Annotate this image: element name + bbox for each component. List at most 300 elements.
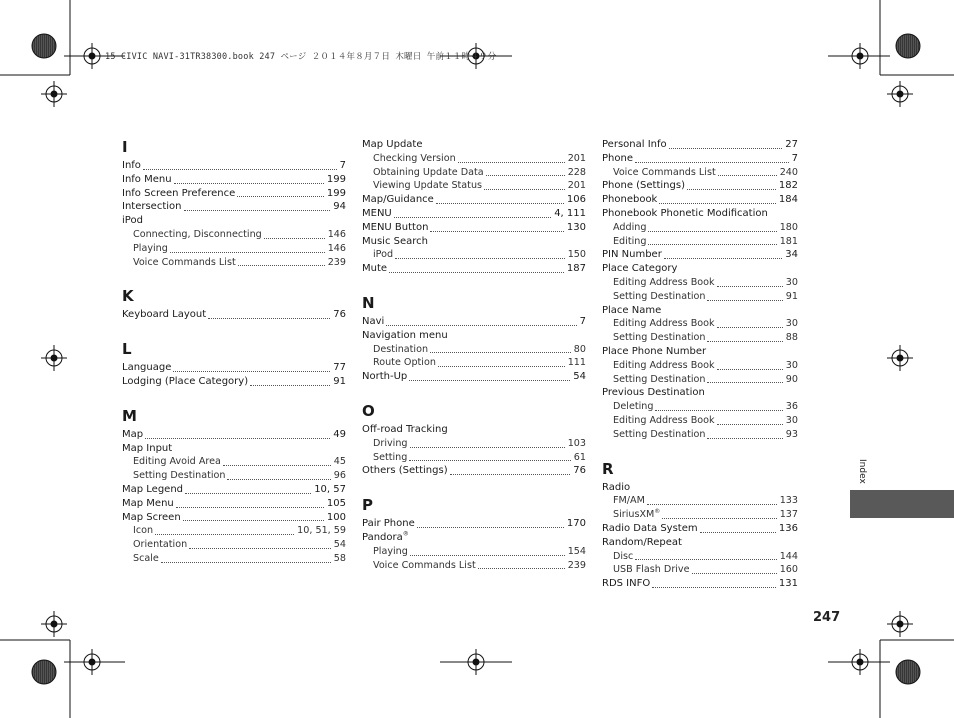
page-reference[interactable]: 239 — [327, 256, 346, 268]
page-reference[interactable]: 160 — [779, 564, 798, 576]
page-reference[interactable]: 201 — [567, 152, 586, 164]
entry-term — [373, 545, 408, 559]
page-reference[interactable]: 131 — [778, 578, 798, 590]
entry-term — [373, 166, 484, 180]
page-reference[interactable]: 154 — [567, 545, 586, 557]
page-reference[interactable]: 88 — [785, 332, 798, 344]
dot-leader — [707, 382, 782, 383]
entry-term-text: Place Category — [602, 263, 678, 275]
index-entry[interactable] — [602, 152, 798, 166]
page-reference[interactable]: 7 — [339, 160, 346, 171]
page-reference[interactable]: 103 — [567, 437, 586, 449]
entry-term-text: Navigation menu — [362, 329, 448, 341]
dot-leader — [250, 385, 330, 386]
entry-term-text: Setting Destination — [613, 428, 706, 440]
index-subentry[interactable] — [362, 437, 586, 451]
dot-leader — [173, 371, 330, 372]
index-subentry[interactable] — [362, 545, 586, 559]
entry-term-text: Map Input — [122, 442, 173, 454]
entry-term-text: Mute — [362, 263, 388, 275]
page-reference[interactable]: 10, 57 — [314, 483, 346, 495]
entry-term-text: Editing Avoid Area — [133, 456, 221, 468]
dot-leader — [718, 175, 777, 176]
section-letter: I — [122, 138, 128, 156]
index-subentry[interactable] — [602, 414, 798, 428]
dot-leader — [478, 568, 565, 569]
dot-leader — [185, 493, 311, 494]
dot-leader — [170, 252, 325, 253]
entry-term — [362, 236, 428, 247]
index-entry[interactable] — [122, 375, 346, 389]
index-entry — [362, 329, 586, 343]
index-subentry[interactable] — [362, 248, 586, 262]
entry-term-text: Info Menu — [122, 173, 172, 185]
dot-leader — [687, 189, 776, 190]
page-reference[interactable]: 199 — [326, 187, 346, 199]
entry-term-text: Map Screen — [122, 511, 181, 523]
entry-term — [613, 276, 715, 290]
entry-term — [133, 256, 236, 270]
page-reference[interactable]: 136 — [778, 522, 798, 534]
page-reference[interactable]: 30 — [785, 359, 798, 371]
entry-term-text: Map — [122, 428, 144, 440]
index-subentry[interactable] — [602, 290, 798, 304]
entry-term-text: Playing — [133, 242, 168, 254]
index-entry — [602, 386, 798, 400]
dot-leader — [264, 238, 325, 239]
entry-term — [133, 469, 225, 483]
page-reference[interactable]: 36 — [785, 401, 798, 413]
entry-term — [122, 511, 181, 525]
entry-term — [602, 208, 768, 219]
index-subentry[interactable] — [362, 451, 586, 465]
entry-term-text: RDS INFO — [602, 578, 651, 590]
page-reference[interactable]: 228 — [567, 166, 586, 178]
dot-leader — [486, 175, 565, 176]
index-subentry[interactable] — [122, 455, 346, 469]
dot-leader — [707, 300, 782, 301]
dot-leader — [436, 203, 564, 204]
index-entry[interactable] — [362, 262, 586, 276]
index-entry[interactable] — [362, 315, 586, 329]
dot-leader — [227, 479, 330, 480]
entry-term — [133, 538, 187, 552]
index-entry — [362, 423, 586, 437]
entry-term — [362, 370, 407, 384]
page-number: 247 — [813, 610, 841, 625]
section-letter: L — [122, 340, 132, 359]
page-reference[interactable]: 144 — [779, 550, 798, 562]
index-subentry[interactable] — [362, 152, 586, 166]
dot-leader — [692, 573, 777, 574]
index-subentry[interactable] — [362, 559, 586, 573]
entry-term-text: Previous Destination — [602, 387, 705, 399]
dot-leader — [238, 265, 325, 266]
page-reference[interactable]: 34 — [785, 249, 798, 261]
index-subentry[interactable] — [602, 400, 798, 414]
entry-term — [122, 173, 172, 187]
dot-leader — [438, 366, 565, 367]
entry-term — [602, 179, 685, 193]
page-reference[interactable]: 180 — [779, 221, 798, 233]
page-reference[interactable]: 181 — [779, 235, 798, 247]
index-subentry[interactable] — [122, 242, 346, 256]
page-reference[interactable]: 4, 111 — [554, 207, 586, 219]
index-entry — [602, 345, 798, 359]
entry-term-text: Disc — [613, 550, 634, 562]
index-entry[interactable] — [602, 522, 798, 536]
entry-term — [613, 508, 660, 522]
entry-term — [362, 532, 409, 543]
dot-leader — [484, 189, 565, 190]
index-entry — [602, 304, 798, 318]
entry-term — [602, 577, 650, 591]
entry-term — [373, 451, 407, 465]
dot-leader — [717, 424, 783, 425]
entry-term — [613, 221, 646, 235]
dot-leader — [669, 148, 783, 149]
entry-term-text: Phone (Settings) — [602, 180, 685, 192]
entry-term-text: Playing — [373, 545, 408, 557]
index-entry[interactable] — [122, 497, 346, 511]
index-subentry[interactable] — [602, 235, 798, 249]
index-entry[interactable] — [362, 221, 586, 235]
entry-term-text: Info Screen Preference — [122, 187, 236, 199]
entry-term-text: Map Menu — [122, 497, 174, 509]
index-entry — [362, 138, 586, 152]
entry-term-text: North-Up — [362, 371, 408, 383]
index-entry[interactable] — [362, 517, 586, 531]
page-reference[interactable]: 201 — [567, 180, 586, 192]
index-entry[interactable] — [362, 207, 586, 221]
index-entry[interactable] — [602, 179, 798, 193]
entry-term — [602, 522, 698, 536]
entry-term — [122, 497, 174, 511]
page-reference[interactable]: 146 — [327, 242, 346, 254]
page-reference[interactable]: 94 — [333, 201, 346, 213]
page-reference[interactable]: 54 — [573, 371, 586, 383]
entry-term — [613, 235, 646, 249]
entry-term-text: Off-road Tracking — [362, 423, 448, 435]
dot-leader — [409, 380, 570, 381]
page-reference[interactable]: 105 — [326, 497, 346, 509]
page-reference[interactable]: 54 — [333, 539, 346, 551]
entry-term — [122, 375, 248, 389]
entry-term — [362, 464, 448, 478]
entry-term — [602, 387, 705, 398]
page-reference[interactable]: 239 — [567, 559, 586, 571]
page-reference[interactable]: 77 — [333, 362, 346, 374]
page-reference[interactable]: 30 — [785, 318, 798, 330]
index-entry[interactable] — [122, 159, 346, 173]
index-subentry[interactable] — [602, 550, 798, 564]
entry-term-text: Editing Address Book — [613, 359, 715, 371]
dot-leader — [659, 203, 776, 204]
index-entry — [602, 262, 798, 276]
index-entry — [602, 536, 798, 550]
page-reference[interactable]: 58 — [333, 552, 346, 564]
dot-leader — [662, 518, 776, 519]
page-reference[interactable]: 184 — [778, 194, 798, 206]
entry-term-text: Orientation — [133, 539, 188, 551]
entry-term-text: Lodging (Place Category) — [122, 375, 249, 387]
page-reference[interactable]: 10, 51, 59 — [297, 525, 346, 537]
entry-term-text: Editing Address Book — [613, 276, 715, 288]
page-reference[interactable]: 49 — [333, 428, 346, 440]
entry-term-text: Map/Guidance — [362, 194, 434, 206]
page-reference[interactable]: 80 — [573, 343, 586, 355]
dot-leader — [717, 369, 783, 370]
dot-leader — [161, 562, 331, 563]
entry-term-text: Setting Destination — [613, 290, 706, 302]
entry-term-text: Editing Address Book — [613, 318, 715, 330]
entry-term — [122, 428, 143, 442]
entry-term — [122, 200, 182, 214]
entry-term — [613, 317, 715, 331]
entry-term-text: Music Search — [362, 235, 428, 247]
index-entry[interactable] — [122, 361, 346, 375]
index-subentry[interactable] — [122, 256, 346, 270]
dot-leader — [155, 534, 294, 535]
page-reference[interactable]: 133 — [779, 495, 798, 507]
index-subentry[interactable] — [602, 373, 798, 387]
dot-leader — [648, 231, 776, 232]
dot-leader — [417, 527, 564, 528]
index-entry — [122, 214, 346, 228]
dot-leader — [409, 460, 570, 461]
index-entry[interactable] — [362, 193, 586, 207]
page-reference[interactable]: 30 — [785, 276, 798, 288]
dot-leader — [717, 327, 783, 328]
index-subentry[interactable] — [362, 343, 586, 357]
page-reference[interactable]: 96 — [333, 470, 346, 482]
entry-term-text: Icon — [133, 525, 154, 537]
section-letter: P — [362, 496, 373, 515]
dot-leader — [450, 474, 571, 475]
index-entry[interactable] — [122, 173, 346, 187]
dot-leader — [655, 410, 782, 411]
index-subentry[interactable] — [602, 428, 798, 442]
dot-leader — [410, 447, 565, 448]
entry-term-text: Scale — [133, 552, 159, 564]
entry-term-text: Phone — [602, 152, 633, 164]
page-reference[interactable]: 199 — [326, 173, 346, 185]
index-entry — [362, 235, 586, 249]
entry-term — [613, 550, 633, 564]
entry-term — [613, 414, 715, 428]
index-side-tab[interactable] — [850, 490, 954, 518]
index-entry[interactable] — [122, 511, 346, 525]
entry-term-text: Language — [122, 362, 172, 374]
dot-leader — [430, 231, 563, 232]
index-subentry[interactable] — [122, 538, 346, 552]
index-subentry[interactable] — [122, 552, 346, 566]
dot-leader — [223, 465, 331, 466]
print-header: 15 CIVIC NAVI-31TR38300.book 247 ページ ２０１４年８月７日 木曜日 午前１１時４９分 — [105, 52, 497, 62]
index-subentry[interactable] — [122, 228, 346, 242]
page-reference[interactable]: 7 — [791, 152, 798, 164]
page-reference[interactable]: 30 — [785, 414, 798, 426]
entry-term-text: SiriusXM — [613, 509, 655, 521]
entry-term — [362, 221, 428, 235]
entry-term — [602, 193, 657, 207]
registered-mark: ® — [654, 507, 661, 515]
page-reference[interactable]: 182 — [778, 180, 798, 192]
entry-term — [613, 290, 705, 304]
entry-term — [362, 517, 415, 531]
index-entry[interactable] — [602, 193, 798, 207]
dot-leader — [635, 559, 776, 560]
entry-term-text: Place Phone Number — [602, 345, 707, 357]
page-reference[interactable]: 130 — [566, 221, 586, 233]
page-reference[interactable]: 93 — [785, 428, 798, 440]
entry-term-text: Obtaining Update Data — [373, 166, 484, 178]
index-entry[interactable] — [122, 428, 346, 442]
entry-term-text: Setting — [373, 451, 408, 463]
page-reference[interactable]: 187 — [566, 263, 586, 275]
entry-term — [362, 139, 423, 150]
index-subentry[interactable] — [362, 356, 586, 370]
entry-term — [373, 559, 476, 573]
entry-term-text: Connecting, Disconnecting — [133, 228, 262, 240]
entry-term — [613, 373, 705, 387]
index-subentry[interactable] — [602, 563, 798, 577]
page-reference[interactable]: 61 — [573, 451, 586, 463]
dot-leader — [458, 162, 565, 163]
page-reference[interactable]: 170 — [566, 518, 586, 530]
index-subentry[interactable] — [602, 508, 798, 522]
registered-mark: ® — [402, 530, 409, 538]
dot-leader — [237, 196, 324, 197]
entry-term-text: FM/AM — [613, 495, 645, 507]
entry-term — [613, 166, 716, 180]
side-tab-label: Index — [857, 459, 867, 484]
entry-term-text: Viewing Update Status — [373, 180, 483, 192]
entry-term-text: Adding — [613, 221, 647, 233]
entry-term — [362, 262, 387, 276]
dot-leader — [707, 438, 782, 439]
index-subentry[interactable] — [122, 524, 346, 538]
page-reference[interactable]: 240 — [779, 166, 798, 178]
entry-term-text: Phonebook Phonetic Modification — [602, 207, 768, 219]
dot-leader — [410, 555, 565, 556]
index-entry[interactable] — [122, 187, 346, 201]
index-subentry[interactable] — [602, 276, 798, 290]
page-reference[interactable]: 100 — [326, 511, 346, 523]
index-entry[interactable] — [122, 200, 346, 214]
dot-leader — [189, 548, 331, 549]
section-letter: K — [122, 287, 134, 306]
index-subentry[interactable] — [602, 331, 798, 345]
entry-term — [602, 537, 682, 548]
index-subentry[interactable] — [362, 179, 586, 193]
index-entry[interactable] — [122, 483, 346, 497]
page-reference[interactable]: 45 — [333, 456, 346, 468]
dot-leader — [389, 272, 564, 273]
page-reference[interactable]: 76 — [573, 465, 586, 477]
entry-term-text: MENU — [362, 207, 392, 219]
page-reference[interactable]: 91 — [333, 375, 346, 387]
entry-term — [613, 359, 715, 373]
entry-term — [613, 428, 705, 442]
dot-leader — [183, 520, 324, 521]
entry-term — [602, 346, 706, 357]
index-entry[interactable] — [602, 138, 798, 152]
entry-term-text: Others (Settings) — [362, 465, 448, 477]
index-entry[interactable] — [362, 370, 586, 384]
page-reference[interactable]: 91 — [785, 290, 798, 302]
page-reference[interactable]: 76 — [333, 309, 346, 321]
entry-term-text: Checking Version — [373, 152, 456, 164]
index-subentry[interactable] — [122, 469, 346, 483]
dot-leader — [145, 438, 330, 439]
page-reference[interactable]: 137 — [779, 509, 798, 521]
entry-term — [602, 263, 677, 274]
entry-term — [613, 400, 653, 414]
entry-term — [362, 330, 448, 341]
entry-term-text: Voice Commands List — [373, 559, 476, 571]
entry-term-text: Route Option — [373, 357, 436, 369]
index-subentry[interactable] — [602, 494, 798, 508]
entry-term-text: Intersection — [122, 201, 182, 213]
index-entry[interactable] — [602, 577, 798, 591]
page-reference[interactable]: 146 — [327, 228, 346, 240]
index-subentry[interactable] — [602, 317, 798, 331]
index-entry[interactable] — [602, 248, 798, 262]
entry-term — [362, 207, 392, 221]
entry-term-text: Info — [122, 160, 141, 171]
page-reference[interactable]: 150 — [567, 249, 586, 261]
index-subentry[interactable] — [602, 166, 798, 180]
index-entry[interactable] — [122, 308, 346, 322]
dot-leader — [394, 217, 551, 218]
entry-term — [613, 331, 705, 345]
entry-term — [373, 152, 456, 166]
dot-leader — [647, 504, 777, 505]
entry-term-text: MENU Button — [362, 221, 429, 233]
entry-term — [362, 424, 448, 435]
dot-leader — [176, 507, 324, 508]
index-subentry[interactable] — [602, 359, 798, 373]
dot-leader — [184, 210, 331, 211]
entry-term-text: Pair Phone — [362, 518, 415, 530]
entry-term — [122, 187, 235, 201]
entry-term-text: Phonebook — [602, 194, 658, 206]
dot-leader — [664, 258, 782, 259]
dot-leader — [635, 162, 789, 163]
page-reference[interactable]: 7 — [579, 315, 586, 327]
dot-leader — [395, 258, 565, 259]
index-entry[interactable] — [362, 464, 586, 478]
entry-term — [133, 228, 262, 242]
page-reference[interactable]: 106 — [566, 194, 586, 206]
index-entry — [602, 207, 798, 221]
entry-term-text: Keyboard Layout — [122, 309, 207, 321]
entry-term — [133, 455, 221, 469]
entry-term-text: Personal Info — [602, 139, 667, 150]
entry-term — [122, 159, 141, 173]
page-reference[interactable]: 27 — [785, 139, 798, 150]
entry-term — [373, 343, 428, 357]
index-subentry[interactable] — [362, 166, 586, 180]
index-subentry[interactable] — [602, 221, 798, 235]
dot-leader — [652, 587, 776, 588]
entry-term — [602, 305, 661, 316]
entry-term — [602, 138, 667, 152]
page-reference[interactable]: 90 — [785, 373, 798, 385]
page-reference[interactable]: 111 — [567, 357, 586, 369]
entry-term — [122, 308, 206, 322]
